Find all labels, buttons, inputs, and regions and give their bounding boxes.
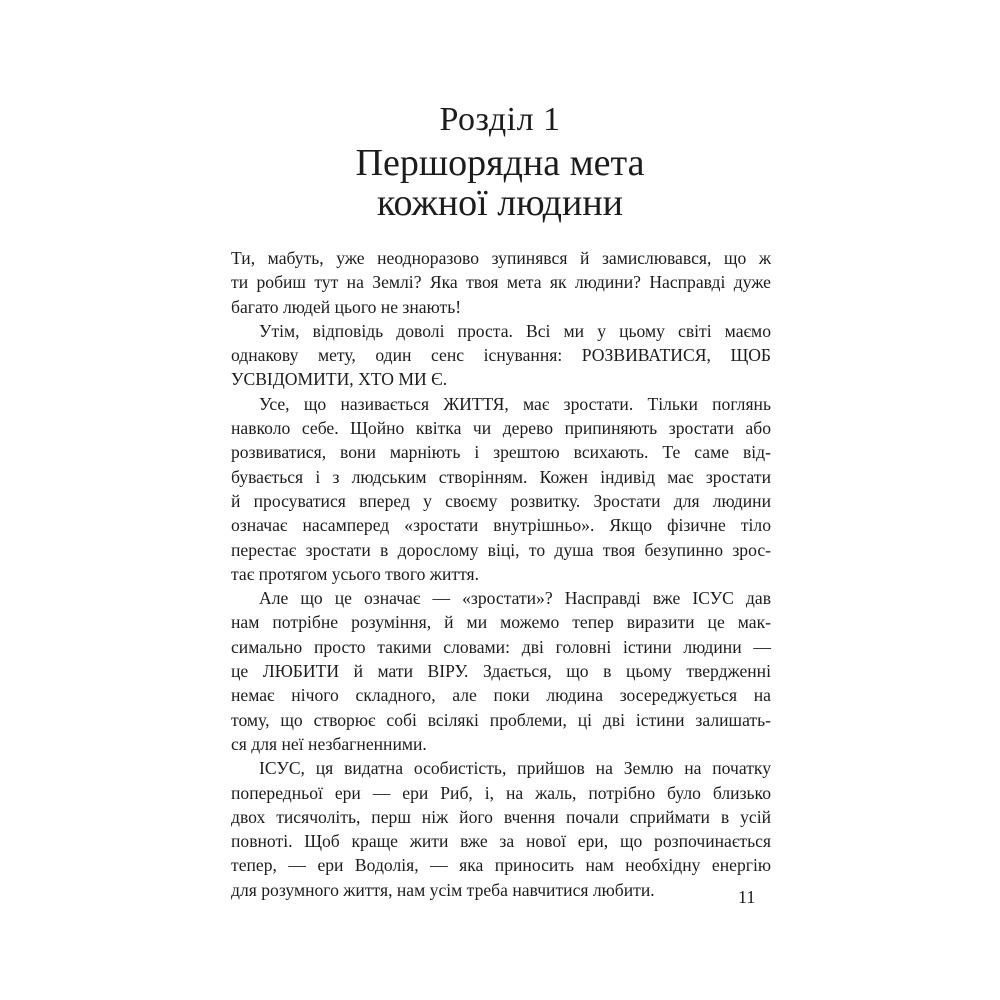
text-line: розвиватися, вони марніють і зрештою всихають. Те саме від- bbox=[231, 442, 771, 463]
text-line: перестає зростати в дорослому віці, то душа твоя безупинно зрос- bbox=[231, 539, 771, 560]
text-line: це ЛЮБИТИ й мати ВІРУ. Здається, що в цьому твердженні bbox=[231, 661, 771, 682]
text-line: попередньої ери — ери Риб, і, на жаль, потрібно було близько bbox=[231, 782, 771, 803]
text-line: тає протягом усього твого життя. bbox=[231, 563, 480, 584]
text-line: ся для неї незбагненними. bbox=[231, 733, 427, 754]
text-line: ІСУС, ця видатна особистість, прийшов на Землю на початку bbox=[259, 758, 771, 779]
text-line: бувається і з людським створінням. Кожен індивід має зростати bbox=[231, 466, 771, 487]
chapter-number: Розділ 1 bbox=[439, 101, 561, 138]
text-line: тому, що створює собі всілякі проблеми, ці дві істини залишать- bbox=[231, 709, 771, 730]
chapter-title-line: Першорядна мета bbox=[355, 142, 645, 184]
text-line: для розумного життя, нам усім треба навчитися любити. bbox=[231, 879, 655, 900]
text-line: двох тисячоліть, перш ніж його вчення почали сприймати в усій bbox=[231, 806, 771, 827]
text-line: Усе, що називається ЖИТТЯ, має зростати. Тільки поглянь bbox=[259, 393, 771, 414]
text-line: ти робиш тут на Землі? Яка твоя мета як людини? Насправді дуже bbox=[231, 272, 771, 293]
text-line: навколо себе. Щойно квітка чи дерево припиняють зростати або bbox=[231, 418, 771, 439]
text-line: немає нічого складного, але поки людина зосереджується на bbox=[231, 685, 771, 706]
text-line: УСВІДОМИТИ, ХТО МИ Є. bbox=[231, 369, 448, 390]
text-line: Ти, мабуть, уже неодноразово зупинявся й замислювався, що ж bbox=[231, 248, 771, 268]
body-text bbox=[231, 246, 771, 902]
text-line: нам потрібне розуміння, й ми можемо тепер виразити це мак- bbox=[231, 612, 771, 633]
page-number: 11 bbox=[738, 887, 756, 907]
text-line: Але що це означає — «зростати»? Насправді вже ІСУС дав bbox=[259, 588, 771, 609]
text-line: симально просто такими словами: дві головні істини людини — bbox=[231, 636, 771, 657]
chapter-title bbox=[230, 143, 770, 223]
text-line: означає насамперед «зростати внутрішньо». Якщо фізичне тіло bbox=[231, 515, 771, 536]
text-line: й просуватися вперед у своєму розвитку. Зростати для людини bbox=[231, 490, 771, 511]
text-line: тепер, — ери Водолія, — яка приносить нам необхідну енергію bbox=[231, 855, 771, 876]
text-line: Утім, відповідь доволі проста. Всі ми у цьому світі маємо bbox=[259, 320, 771, 341]
chapter-title-line: кожної людини bbox=[377, 182, 623, 224]
text-line: багато людей цього не знають! bbox=[231, 296, 462, 317]
text-line: однакову мету, один сенс існування: РОЗВИВАТИСЯ, ЩОБ bbox=[231, 345, 771, 366]
text-line: повноті. Щоб краще жити вже за нової ери, що розпочинається bbox=[231, 831, 771, 852]
